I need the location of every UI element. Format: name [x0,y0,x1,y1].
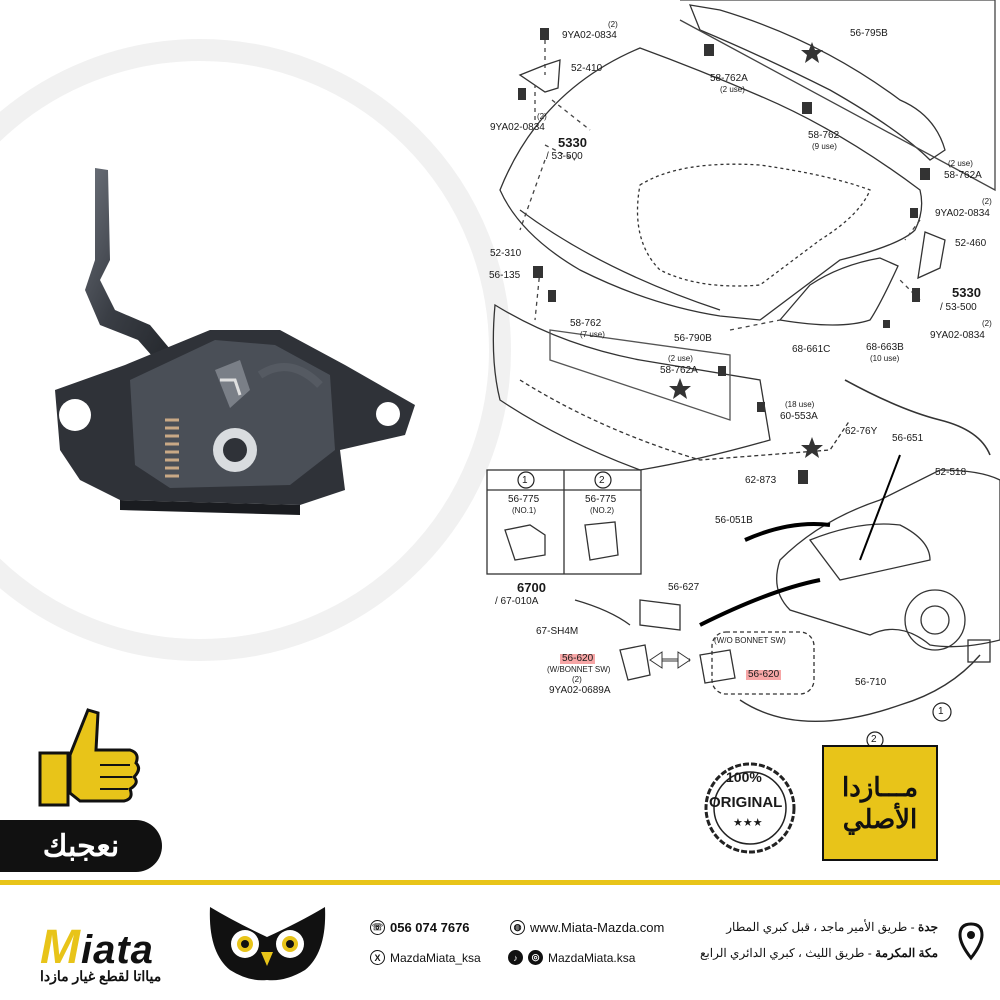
label-use: (9 use) [812,142,837,151]
phone-contact[interactable]: ☏ 056 074 7676 [371,920,470,935]
label-no1: (NO.1) [512,506,536,515]
label-56-790b: 56-790B [674,333,712,344]
label-58-762a-mid: 58-762A [660,365,698,376]
label-56-620-right: 56-620 [748,669,780,680]
label-no2: (NO.2) [590,506,614,515]
mazda-line-1: مـــازدا [841,771,919,802]
badge-original-text: ORIGINAL [709,794,783,811]
label-62-873: 62-873 [745,475,777,486]
badge-percent: 100% [726,769,762,785]
label-56-710: 56-710 [855,677,887,688]
logo-subtitle: ميااتا لقطع غيار مازدا [40,968,162,984]
label-52-310: 52-310 [490,248,522,259]
label-56-627: 56-627 [668,582,700,593]
location-pin-icon [958,922,984,962]
instagram-icon: ◎ [528,950,543,965]
badge-stars: ★★★ [733,817,763,829]
label-5330-left: 5330 [558,135,587,150]
label-9ya02-0834-right: 9YA02-0834 [935,208,990,219]
label-62-76y: 62-76Y [845,426,878,437]
label-56-135: 56-135 [489,270,521,281]
callout-1: 1 [938,706,944,717]
label-52-410: 52-410 [571,63,603,74]
thumbs-up-icon [30,705,150,825]
label-67-sh4m: 67-SH4M [536,626,579,637]
hood-latch-photo [0,150,440,530]
label-9ya02-0834-right2: 9YA02-0834 [930,330,985,341]
label-67-010a: / 67-010A [495,596,539,607]
label-use: (7 use) [580,330,605,339]
globe-icon: ◍ [510,920,525,935]
address-makkah: مكة المكرمة - طريق الليث ، كبري الدائري الرابع [700,946,938,960]
mazda-original-box [822,745,938,861]
label-68-661c: 68-661C [792,344,831,355]
label-qty: (2) [982,319,992,328]
label-52-518: 52-518 [935,467,967,478]
website-link[interactable]: ◍ www.Miata-Mazda.com [510,920,664,935]
label-qty: (2) [982,197,992,206]
twitter-link[interactable]: X MazdaMiata_ksa [370,950,481,965]
label-60-553a: 60-553A [780,411,818,422]
label-56-795b: 56-795B [850,28,888,39]
label-58-762-top: 58-762 [808,130,840,141]
label-58-762a-top: 58-762A [710,73,748,84]
label-68-663b: 68-663B [866,342,904,353]
mazda-line-2: الأصلي [842,804,918,834]
label-5330-right: 5330 [952,285,981,300]
label-qty: (2) [572,675,582,684]
label-53-500-right: / 53-500 [940,302,977,313]
label-qty: (2) [608,20,618,29]
label-9ya02-0834-left: 9YA02-0834 [490,122,545,133]
label-9ya02-0834-top: 9YA02-0834 [562,30,617,41]
label-w-bonnet-sw: (W/BONNET SW) [547,665,611,674]
x-twitter-icon: X [370,950,385,965]
whatsapp-icon: ☏ [370,920,385,935]
label-52-460: 52-460 [955,238,987,249]
label-53-500-left: / 53-500 [546,151,583,162]
label-56-051b: 56-051B [715,515,753,526]
label-use: (10 use) [870,354,900,363]
label-56-775-no2: 56-775 [585,494,617,505]
owl-logo-icon [205,902,330,982]
address-jeddah: جدة - طريق الأمير ماجد ، قبل كبري المطار [726,920,938,934]
label-use: (2 use) [720,85,745,94]
label-56-620-left: 56-620 [562,653,594,664]
label-use: (2 use) [668,354,693,363]
logo-wordmark: Miata [40,921,154,974]
label-use: (2 use) [948,159,973,168]
label-wo-bonnet-sw: (W/O BONNET SW) [714,636,786,645]
instagram-link[interactable]: ♪ ◎ MazdaMiata.ksa [508,950,635,965]
label-use: (18 use) [785,400,815,409]
label-qty: (2) [537,112,547,121]
box2-number: 2 [599,475,605,486]
label-6700: 6700 [517,580,546,595]
box1-number: 1 [522,475,528,486]
label-9ya02-0689a: 9YA02-0689A [549,685,611,696]
label-56-775-no1: 56-775 [508,494,540,505]
label-58-762-mid: 58-762 [570,318,602,329]
label-56-651: 56-651 [892,433,924,444]
tiktok-icon: ♪ [508,950,523,965]
like-label: نعجبك [0,820,162,872]
callout-2: 2 [871,734,877,745]
label-58-762a-right: 58-762A [944,170,982,181]
